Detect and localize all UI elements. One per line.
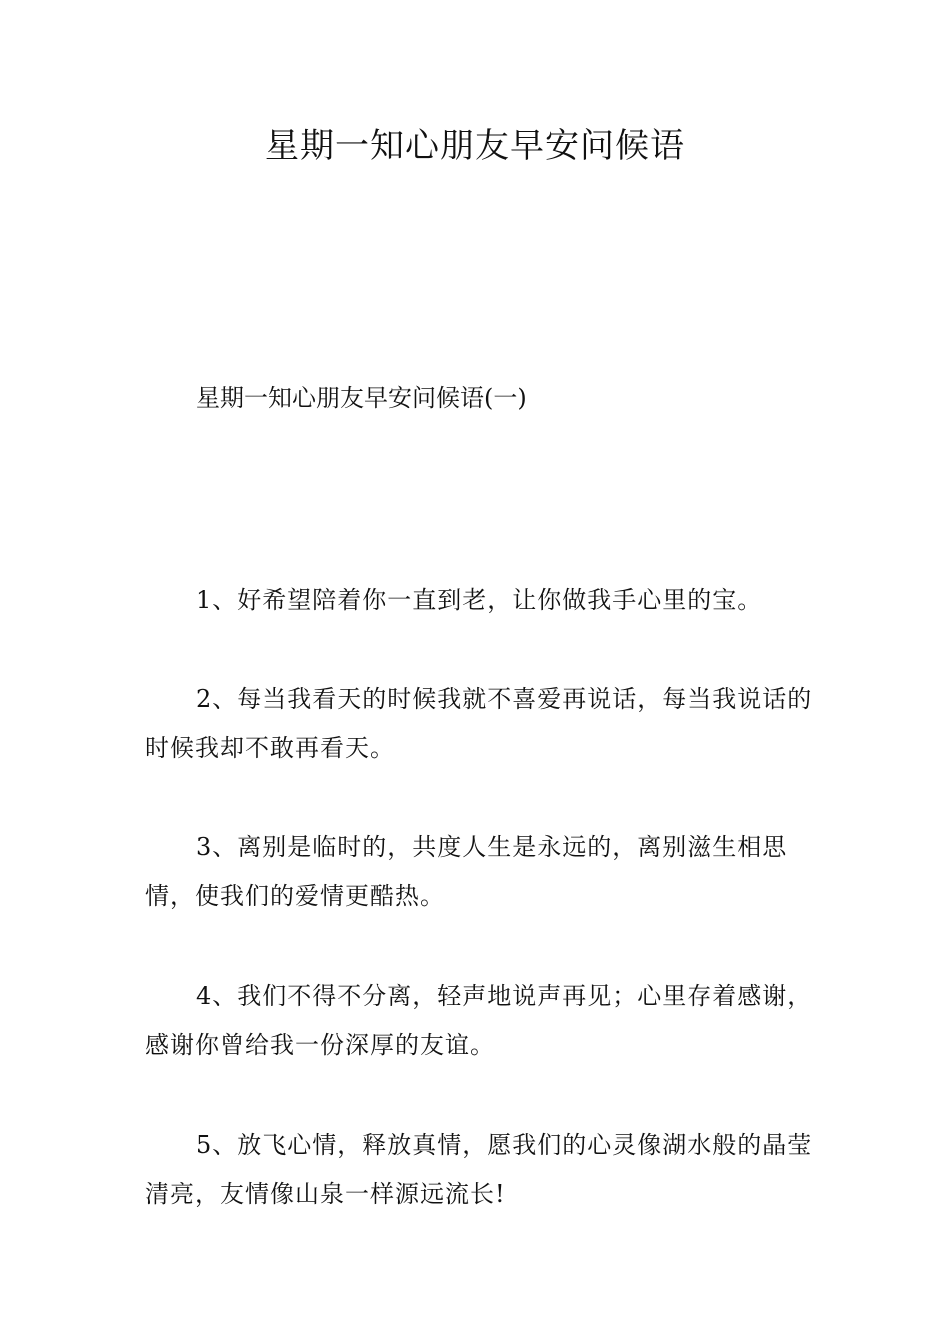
greeting-paragraph-5: 5、放飞心情，释放真情，愿我们的心灵像湖水般的晶莹清亮，友情像山泉一样源远流长! [145, 1131, 813, 1208]
greeting-paragraph-1: 1、好希望陪着你一直到老，让你做我手心里的宝。 [196, 586, 763, 614]
document-title: 星期一知心朋友早安问候语 [265, 126, 685, 166]
greeting-paragraph-3: 3、离别是临时的，共度人生是永远的，离别滋生相思情，使我们的爱情更酷热。 [145, 833, 788, 910]
greeting-paragraph-2: 2、每当我看天的时候我就不喜爱再说话，每当我说话的时候我却不敢再看天。 [145, 685, 813, 762]
greeting-paragraph-4: 4、我们不得不分离，轻声地说声再见；心里存着感谢，感谢你曾给我一份深厚的友谊。 [145, 982, 813, 1059]
section-heading: 星期一知心朋友早安问候语(一) [196, 384, 527, 412]
